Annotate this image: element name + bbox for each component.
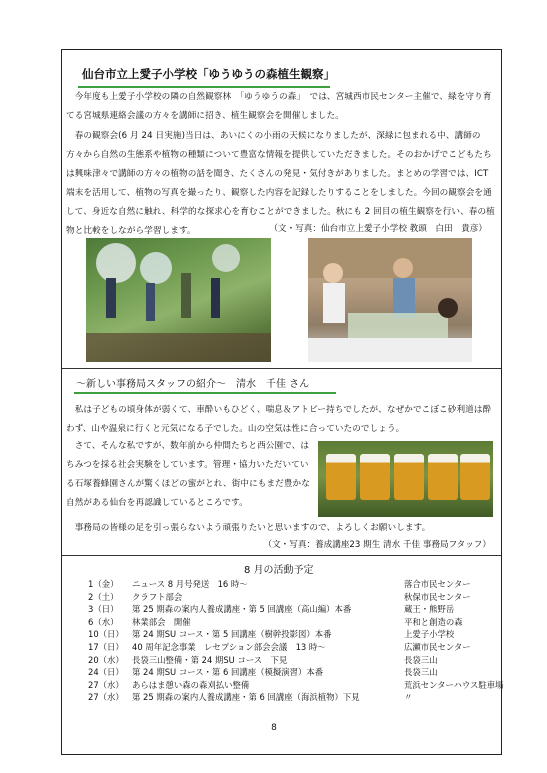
honey-jar-icon <box>394 454 424 500</box>
honey-jar-icon <box>460 454 490 500</box>
schedule-place: 長袋三山 <box>404 667 438 678</box>
staff-credit: （文・写真：養成講座23 期生 清水 千佳 事務局フタッフ） <box>263 540 491 550</box>
schedule-place: 落合市民センター <box>404 579 471 589</box>
staff-intro-title: ～新しい事務局スタッフの紹介～ 清水 千佳 さん <box>76 379 310 390</box>
schedule-row <box>88 616 498 629</box>
schedule-date: 27（水） <box>88 679 124 690</box>
honey-jar-icon <box>326 454 356 500</box>
schedule-title: 8 月の活動予定 <box>244 565 314 576</box>
section-divider <box>62 368 501 369</box>
schedule-row <box>88 578 498 591</box>
photo-ict-lesson <box>308 238 472 362</box>
schedule-place: 荒浜センターハウス駐車場 <box>404 679 504 690</box>
honey-jar-icon <box>360 454 390 500</box>
schedule-place: 長袋三山 <box>404 654 438 665</box>
schedule-event: 林業部会 開催 <box>132 616 191 627</box>
schedule-date: 20（水） <box>88 654 124 665</box>
schedule-row <box>88 641 498 654</box>
schedule-date: 3（日） <box>88 604 119 615</box>
schedule-date: 17（日） <box>88 641 124 652</box>
photo-honey-jars <box>318 441 493 517</box>
schedule-event: クラフト部会 <box>132 591 183 602</box>
staff-paragraph-1: 私は子どもの頃身体が弱くて、車酔いもひどく、喘息＆アトピー持ちでしたが、なぜかでこぼこ砂利道は酔わず、山や温泉に行くと元気になる子でした。山の空気は性に合っていたのでしょう。 <box>66 405 492 434</box>
schedule-row <box>88 654 498 667</box>
schedule-place: 〃 <box>404 692 413 703</box>
staff-paragraph-3: 事務局の皆様の足を引っ張らないよう頑張りたいと思いますので、よろしくお願いします。 <box>66 523 431 533</box>
schedule-event: 第 25 期森の案内人養成講座・第 6 回講座（海浜植物）下見 <box>132 692 360 703</box>
schedule-date: 24（日） <box>88 667 124 678</box>
article-paragraph-2: 春の観察会(6 月 24 日実施)当日は、あいにくの小雨の天候になりましたが、深緑に包まれる中、講師の方々から自然の生態系や植物の種類について豊富な情報を提供していただきました。そのおかげでこどもたちは興味津々で講師の方々の植物の話を聞き、たくさんの発見・気付きがありました。まとめの学習では、ICT 端末を活用して、植物の写真を撮ったり、観察した内容を記録したりすることをしました。今回の観察会を通して、身近な自然に触れ、科学的な探求心を育むことができました。秋にも 2 回目の植生観察を行い、春の植物と比較をしながら学習します。 <box>66 131 495 236</box>
article-credit: （文・写真：仙台市立上愛子小学校 教頭 白田 貴彦） <box>269 224 487 234</box>
schedule-date: 6（水） <box>88 616 119 627</box>
schedule-date: 27（水） <box>88 692 124 703</box>
schedule-place: 秋保市民センター <box>404 591 471 602</box>
schedule-date: 10（日） <box>88 629 124 640</box>
schedule-row <box>88 603 498 616</box>
schedule-place: 蔵王・熊野岳 <box>404 604 455 615</box>
schedule-date: 1（金） <box>88 579 119 589</box>
schedule-event: 長袋三山整備・第 24 期SU コース 下見 <box>132 654 288 665</box>
article-paragraph-1: 今年度も上愛子小学校の隣の自然観察林 「ゆうゆうの森」 では、宮城西市民センター主催で、緑を守り育てる宮城県連絡会議の方々を講師に招き、植生観察会を開催しました。 <box>66 92 492 121</box>
section-divider <box>62 555 501 556</box>
schedule-row <box>88 591 498 604</box>
photo-forest-observation <box>86 238 271 362</box>
schedule-place: 上愛子小学校 <box>404 629 455 640</box>
schedule-event: 第 24 期SU コース・第 5 回講座（樹幹投影図）本番 <box>132 629 332 640</box>
schedule-row <box>88 679 504 692</box>
schedule-row <box>88 691 498 704</box>
schedule-place: 広瀬市民センター <box>404 641 471 652</box>
honey-jar-icon <box>428 454 458 500</box>
schedule-event: 40 周年記念事業 レセプション部会会議 13 時～ <box>132 641 326 652</box>
page-number: 8 <box>271 723 277 733</box>
schedule-event: 第 25 期森の案内人養成講座・第 5 回講座（高山編）本番 <box>132 604 352 615</box>
staff-title-underline <box>74 392 336 394</box>
schedule-event: あらはま憩い森の森刈払い整備 <box>132 679 250 690</box>
schedule-row <box>88 628 498 641</box>
article-title: 仙台市立上愛子小学校「ゆうゆうの森植生観察」 <box>82 67 335 81</box>
schedule-place: 平和と創造の森 <box>404 616 463 627</box>
schedule-event: 第 24 期SU コース・第 6 回講座（模擬演習）本番 <box>132 667 324 678</box>
schedule-row <box>88 666 498 679</box>
schedule-list <box>88 578 504 704</box>
staff-paragraph-2: さて、そんな私ですが、数年前から仲間たちと西公園で、はちみつを採る社会実験をしています。管理・協力いただいている石塚養蜂園さんが驚くほどの蜜がとれ、街中にもまだ豊かな自然がある仙台を再認識しているところです。 <box>66 441 310 508</box>
schedule-event: ニュース 8 月号発送 16 時～ <box>132 579 248 589</box>
schedule-date: 2（土） <box>88 591 119 602</box>
